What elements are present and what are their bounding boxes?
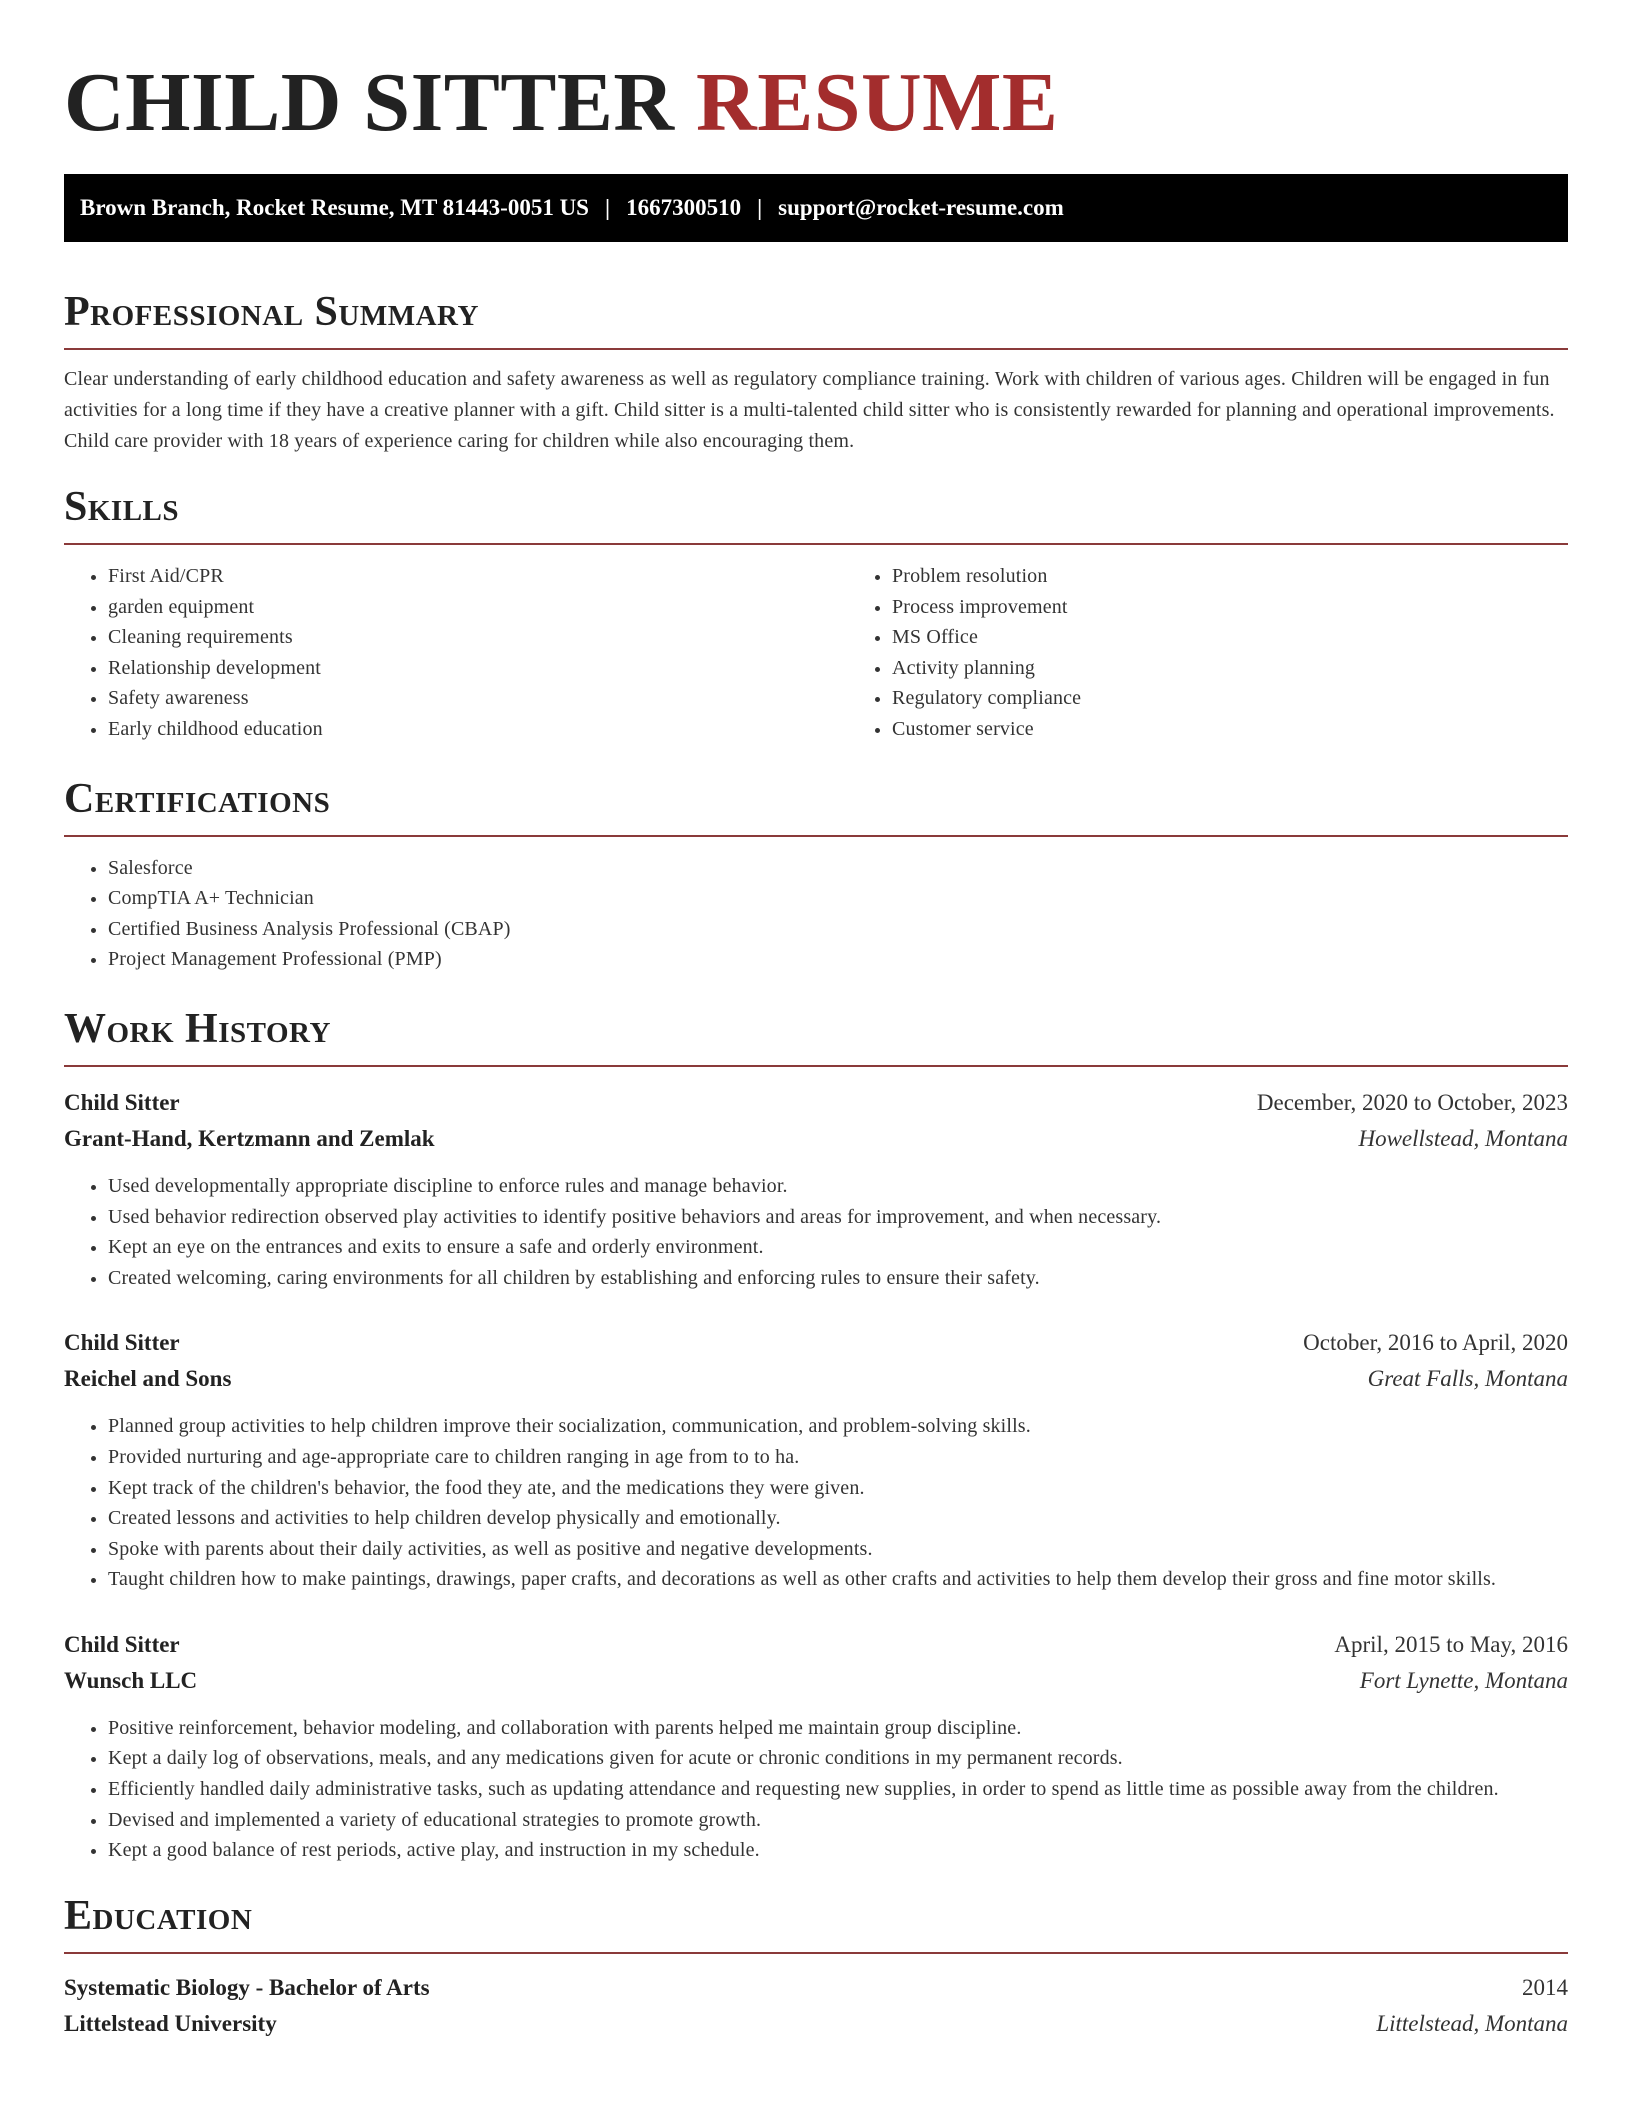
job-bullet: • Created lessons and activities to help children develop physically and emotionally. — [108, 1503, 1568, 1534]
job-company: Wunsch LLC — [64, 1667, 198, 1693]
job-bullet: • Taught children how to make paintings, drawings, paper crafts, and decorations as well as other crafts and activities to help them develop their gross and fine motor skills. — [108, 1564, 1568, 1595]
section-divider — [64, 835, 1568, 837]
education-location: Littelstead, Montana — [1376, 2010, 1568, 2036]
education-header — [64, 1970, 1568, 2006]
job-bullet: • Planned group activities to help children improve their socialization, communication, and problem-solving skills. — [108, 1411, 1568, 1442]
skill-item: • Activity planning — [892, 653, 1632, 684]
job-subheader — [64, 1663, 1568, 1699]
job-bullet: • Kept a good balance of rest periods, active play, and instruction in my schedule. — [108, 1835, 1568, 1866]
job-title: Child Sitter — [64, 1089, 180, 1115]
certification-item: • Project Management Professional (PMP) — [108, 944, 1568, 975]
certification-item: • Salesforce — [108, 853, 1568, 884]
job-company: Grant-Hand, Kertzmann and Zemlak — [64, 1125, 435, 1151]
contact-email: support@rocket-resume.com — [778, 195, 1064, 220]
job-bullets — [64, 1411, 1568, 1595]
contact-separator: | — [757, 195, 763, 220]
job-bullet: • Spoke with parents about their daily activities, as well as positive and negative developments. — [108, 1534, 1568, 1565]
certifications-list — [64, 853, 1568, 975]
skill-item: • MS Office — [892, 622, 1632, 653]
job-bullet: • Used behavior redirection observed play activities to identify positive behaviors and areas for improvement, and when necessary. — [108, 1202, 1568, 1233]
job-header — [64, 1627, 1568, 1663]
job-bullet: • Positive reinforcement, behavior modeling, and collaboration with parents helped me maintain group discipline. — [108, 1713, 1568, 1744]
skills-grid — [64, 561, 1568, 745]
job-bullets — [64, 1713, 1568, 1866]
skill-item: • Regulatory compliance — [892, 683, 1632, 714]
job-bullet: • Provided nurturing and age-appropriate care to children ranging in age from to to ha. — [108, 1442, 1568, 1473]
skills-list-left — [64, 561, 848, 745]
skill-item: • Cleaning requirements — [108, 622, 848, 653]
job-bullet: • Kept an eye on the entrances and exits to ensure a safe and orderly environment. — [108, 1232, 1568, 1263]
education-school: Littelstead University — [64, 2010, 277, 2036]
skill-item: • First Aid/CPR — [108, 561, 848, 592]
job-dates: December, 2020 to October, 2023 — [1256, 1089, 1568, 1115]
contact-bar — [64, 174, 1568, 242]
job-subheader — [64, 1121, 1568, 1157]
job-entry — [64, 1325, 1568, 1595]
job-location: Fort Lynette, Montana — [1359, 1667, 1568, 1693]
contact-separator: | — [604, 195, 611, 220]
section-divider — [64, 1952, 1568, 1954]
job-dates: October, 2016 to April, 2020 — [1303, 1330, 1568, 1356]
section-divider — [64, 1065, 1568, 1067]
education-degree: Systematic Biology - Bachelor of Arts — [64, 1974, 430, 2000]
summary-heading: Professional Summary — [64, 289, 479, 335]
job-header — [64, 1325, 1568, 1361]
skill-item: • Problem resolution — [892, 561, 1632, 592]
certification-item: • Certified Business Analysis Professional (CBAP) — [108, 914, 1568, 945]
job-header — [64, 1085, 1568, 1121]
job-bullets — [64, 1171, 1568, 1293]
work-history-heading: Work History — [64, 1005, 331, 1052]
contact-phone: 1667300510 — [626, 195, 742, 220]
job-title: Child Sitter — [64, 1330, 180, 1356]
contact-address: Brown Branch, Rocket Resume, MT 81443-0051 US — [80, 195, 589, 220]
title-accent: RESUME — [696, 56, 1059, 149]
certifications-heading: Certifications — [64, 775, 331, 822]
job-company: Reichel and Sons — [64, 1366, 232, 1392]
skills-list-right — [848, 561, 1632, 745]
job-bullet: • Efficiently handled daily administrative tasks, such as updating attendance and requesting new supplies, in order to spend as little time as possible away from the children. — [108, 1774, 1568, 1805]
job-entry — [64, 1627, 1568, 1866]
job-location: Howellstead, Montana — [1358, 1125, 1568, 1151]
skill-item: • Relationship development — [108, 653, 848, 684]
skill-item: • Process improvement — [892, 592, 1632, 623]
skill-item: • Customer service — [892, 714, 1632, 745]
education-entry — [64, 1970, 1568, 2042]
skills-section — [64, 483, 1568, 745]
job-bullet: • Used developmentally appropriate discipline to enforce rules and manage behavior. — [108, 1171, 1568, 1202]
job-entry — [64, 1085, 1568, 1293]
resume-title — [64, 0, 1568, 148]
job-location: Great Falls, Montana — [1367, 1366, 1568, 1392]
job-title: Child Sitter — [64, 1631, 180, 1657]
job-subheader — [64, 1361, 1568, 1397]
job-bullet: • Kept a daily log of observations, meals, and any medications given for acute or chronic conditions in my permanent records. — [108, 1743, 1568, 1774]
job-bullet: • Created welcoming, caring environments for all children by establishing and enforcing rules to ensure their safety. — [108, 1263, 1568, 1294]
certification-item: • CompTIA A+ Technician — [108, 883, 1568, 914]
education-year: 2014 — [1522, 1974, 1568, 2000]
section-divider — [64, 543, 1568, 545]
education-heading: Education — [64, 1892, 253, 1939]
title-main: CHILD SITTER — [64, 56, 675, 149]
job-bullet: • Devised and implemented a variety of educational strategies to promote growth. — [108, 1805, 1568, 1836]
certifications-section — [64, 775, 1568, 975]
section-divider — [64, 348, 1568, 350]
education-section — [64, 1892, 1568, 2042]
work-history-section — [64, 1005, 1568, 1866]
skill-item: • Early childhood education — [108, 714, 848, 745]
education-subheader — [64, 2006, 1568, 2042]
skill-item: • Safety awareness — [108, 683, 848, 714]
skill-item: • garden equipment — [108, 592, 848, 623]
summary-text: Clear understanding of early childhood education and safety awareness as well as regulatory compliance training. Work with children of various ages. Children will be engaged in fun activities for a long time if they have a creative planner with a gift. Child sitter is a multi-talented child sitter who is consistently rewarded for planning and operational improvements. Child care provider with 18 years of experience caring for children while also encouraging them. — [64, 368, 1555, 452]
job-bullet: • Kept track of the children's behavior, the food they ate, and the medications they were given. — [108, 1473, 1568, 1504]
job-dates: April, 2015 to May, 2016 — [1334, 1631, 1568, 1657]
skills-heading: Skills — [64, 484, 180, 530]
summary-section — [64, 288, 1568, 457]
